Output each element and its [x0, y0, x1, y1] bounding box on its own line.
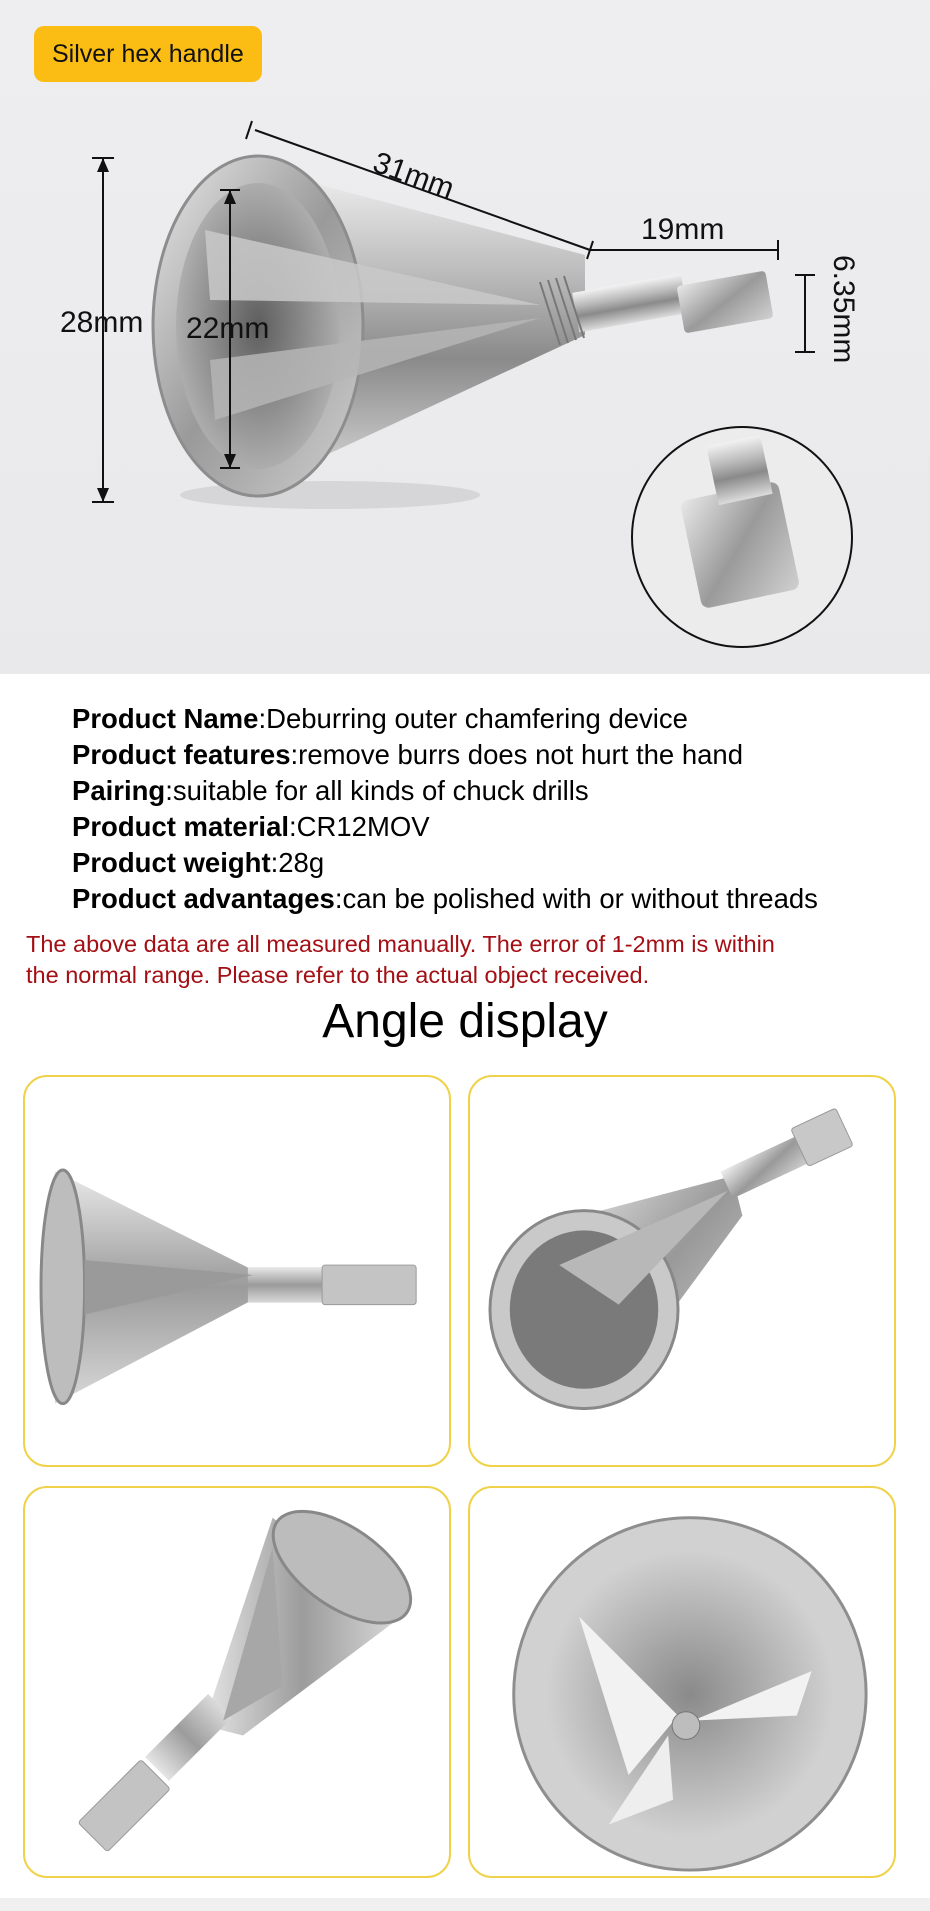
- product-specs: [72, 701, 902, 917]
- bottom-strip: [0, 1898, 930, 1911]
- angle-card-angled-front-view: [468, 1075, 896, 1467]
- spec-row-advantages: Product advantages:can be polished with or without threads: [72, 883, 818, 914]
- cone-length-label: 31mm: [368, 146, 459, 206]
- spec-row-weight: Product weight:28g: [72, 847, 325, 878]
- hex-size-label: 6.35mm: [827, 255, 860, 364]
- angle-card-side-view: [23, 1075, 451, 1467]
- hero-product-image: [0, 0, 930, 674]
- measurement-note: [26, 929, 916, 991]
- upright-view-image: [25, 1488, 449, 1876]
- measurement-note-line-1: The above data are all measured manually. The error of 1-2mm is within: [26, 931, 775, 957]
- inner-diameter-label: 22mm: [186, 312, 270, 345]
- outer-diameter-label: 28mm: [60, 306, 144, 339]
- angle-display-heading: Angle display: [322, 995, 608, 1048]
- spec-row-material: Product material:CR12MOV: [72, 811, 430, 842]
- measurement-note-line-2: the normal range. Please refer to the actual object received.: [26, 962, 650, 988]
- shank-length-label: 19mm: [641, 213, 725, 246]
- angle-card-upright-view: [23, 1486, 451, 1878]
- angled-front-view-image: [470, 1077, 894, 1465]
- angle-card-top-down-view: [468, 1486, 896, 1878]
- spec-row-name: Product Name:Deburring outer chamfering device: [72, 703, 688, 734]
- side-view-image: [25, 1077, 449, 1465]
- silver-hex-handle-badge: Silver hex handle: [34, 26, 262, 82]
- spec-row-features: Product features:remove burrs does not hurt the hand: [72, 739, 744, 770]
- spec-row-pairing: Pairing:suitable for all kinds of chuck drills: [72, 775, 589, 806]
- top-down-view-image: [470, 1488, 894, 1876]
